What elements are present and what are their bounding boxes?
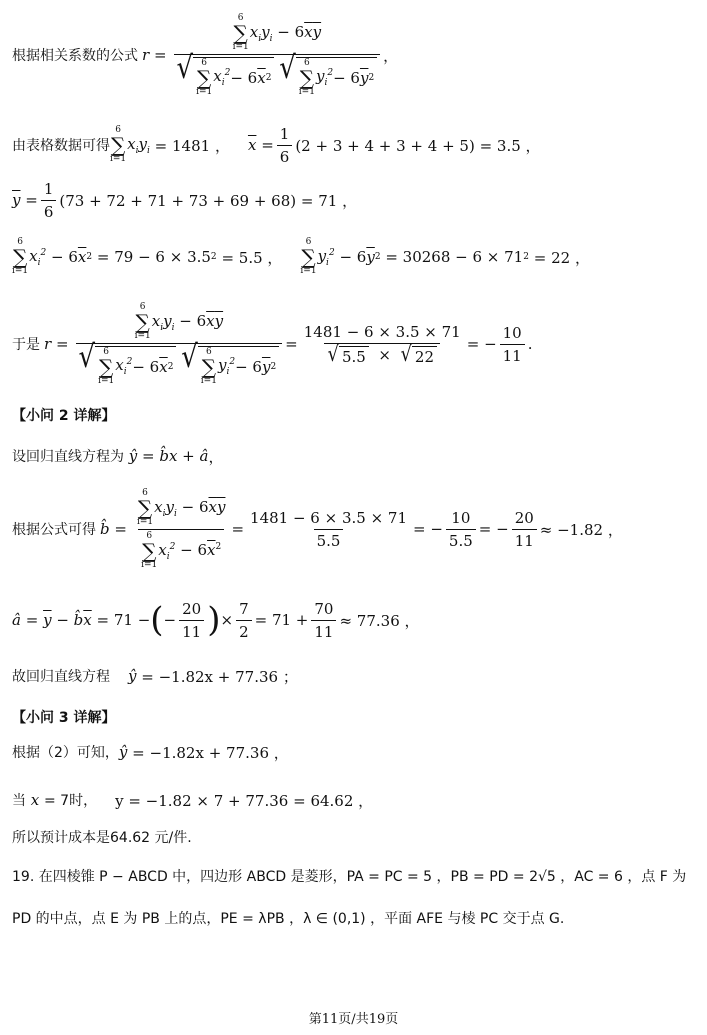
ybar-line: $\overline{y}$ = $\frac{1}{6}$ (73 + 72 + 71 + 73 + 69 + 68) = 71 ， bbox=[12, 179, 358, 221]
correlation-formula-line: 根据相关系数的公式 r = 6 ∑ i=1 $x_iy_i - 6\overline{x}\overline{y}$ √ 6 ∑ i=1 $x_i^2$ − 6 $\overline{x}$ 2 √ 6 ∑ i=1 $y_i^2$ − 6 $\overline{y}$ 2 ， bbox=[12, 12, 399, 97]
question-19-line-2: PD 的中点，点 E 为 PB 上的点，PE = λPB ，λ ∈ (0,1) ，平面 AFE 与棱 PC 交于点 G. bbox=[12, 911, 565, 927]
sum-squares-line: 6 ∑ i=1 $x_i^2$ − 6 $\overline{x}$ 2 = 79 − 6 × 3.5 2 = 5.5 ， 6 ∑ i=1 $y_i^2$ − 6 $\overline{y}$ 2 = 30268 − 6 × 71 2 = 22 ， bbox=[12, 237, 590, 276]
slope-formula-line: 根据公式可得 b̂ = 6 ∑ i=1 $x_iy_i - 6\overline{x}\overline{y}$ 6 ∑ i=1 $x_i^2 - 6\overline{x}^2$ = $\frac{1481 - 6 \times 3.5 \times 71}{5.5}$ = − $\frac{10}{5.5}$ = − $\frac{20}{11}$ ≈ −1.82 ， bbox=[12, 487, 623, 570]
evaluate-line: 当 x = 7时， y = −1.82 × 7 + 77.36 = 64.62 ， bbox=[12, 791, 374, 810]
section-heading-3: 【小问 3 详解】 bbox=[12, 710, 116, 726]
intercept-line: â = $\overline{y}$ − $b̂\overline{x}$ = 71 − ( − $\frac{20}{11}$ ) × $\frac{7}{2}$ = 71 + $\frac{70}{11}$ ≈ 77.36 ， bbox=[12, 599, 420, 641]
r-result-line: 于是 r = 6 ∑ i=1 $x_iy_i - 6\overline{x}\overline{y}$ √ 6 ∑ i=1 $x_i^2$ − 6 $\overline{x}$ 2 √ 6 ∑ i=1 $y_i^2$ − 6 $\overline{y}$ 2 = 1481 − 6 × 3.5 × 71 √ 5.5 × √ 22 = − $\frac{10}{11}$ . bbox=[12, 301, 533, 386]
text-prefix: 根据相关系数的公式 bbox=[12, 48, 138, 64]
section-heading-2: 【小问 2 详解】 bbox=[12, 408, 116, 424]
table-data-line: 由表格数据可得 6 ∑ i=1 $x_iy_i$ = 1481 ， $\overline{x}$ = $\frac{1}{6}$ (2 + 3 + 4 + 3 + 4 + 5) = 3.5 ， bbox=[12, 124, 541, 166]
correlation-fraction: 6 ∑ i=1 $x_iy_i - 6\overline{x}\overline{y}$ √ 6 ∑ i=1 $x_i^2$ − 6 $\overline{x}$ 2 √ 6 ∑ i=1 $y_i^2$ − 6 $\overline{y}$ 2 bbox=[174, 14, 381, 97]
regression-setup-line: 设回归直线方程为 ŷ = b̂x + â ， bbox=[12, 447, 224, 466]
regression-result-line: 故回归直线方程 ŷ = −1.82x + 77.36 ； bbox=[12, 667, 298, 686]
from-part2-line: 根据（2）可知， ŷ = −1.82x + 77.36 ， bbox=[12, 743, 289, 762]
question-19-line-1: 19. 在四棱锥 P − ABCD 中，四边形 ABCD 是菱形，PA = PC = 5 ，PB = PD = 2√5 ，AC = 6 ，点 F 为 bbox=[12, 869, 687, 885]
page-footer: 第11页/共19页 bbox=[308, 1012, 399, 1027]
conclusion-line: 所以预计成本是64.62 元/件. bbox=[12, 830, 192, 846]
